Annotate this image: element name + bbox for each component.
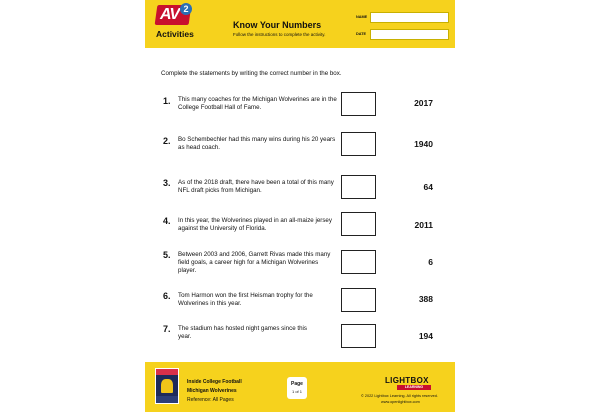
cover-top (156, 369, 178, 375)
answer-option: 388 (418, 294, 433, 304)
question-number: 5. (163, 250, 171, 260)
page-label: Page (291, 381, 303, 387)
question-number: 4. (163, 216, 171, 226)
copyright: © 2022 Lightbox Learning. All rights reserved. (361, 394, 438, 398)
question-text: This many coaches for the Michigan Wolverines are in the College Football Hall of Fame. (178, 96, 337, 111)
question-text: In this year, the Wolverines played in an all-maize jersey against the University of Florida. (178, 217, 332, 232)
page-indicator (287, 377, 307, 399)
answer-option: 2011 (414, 220, 433, 230)
question-number: 2. (163, 136, 171, 146)
website-url: www.openlightbox.com (381, 400, 420, 404)
book-series: Inside College Football (187, 379, 242, 385)
date-field[interactable] (370, 29, 449, 40)
answer-option: 1940 (414, 139, 433, 149)
worksheet-subtitle: Follow the instructions to complete the activity. (233, 32, 326, 37)
answer-box[interactable] (341, 288, 376, 312)
footer-bar (145, 362, 455, 412)
cover-mid (161, 379, 173, 393)
date-label: DATE (356, 32, 367, 36)
question-text: Between 2003 and 2006, Garrett Rivas made this many field goals, a career high for a Michigan Wolverines player. (178, 251, 331, 274)
instructions: Complete the statements by writing the correct number in the box. (161, 70, 342, 77)
name-field[interactable] (370, 12, 449, 23)
question-text: Bo Schembechler had this many wins during his 20 years as head coach. (178, 136, 336, 151)
header-bar (145, 0, 455, 48)
av2-logo (156, 5, 190, 27)
question-text: As of the 2018 draft, there have been a total of this many NFL draft picks from Michigan. (178, 179, 334, 194)
worksheet-page (145, 0, 455, 412)
logo-text: AV (160, 6, 180, 23)
question-text: Tom Harmon won the first Heisman trophy for the Wolverines in this year. (178, 292, 313, 307)
worksheet-title: Know Your Numbers (233, 20, 322, 30)
answer-box[interactable] (341, 175, 376, 199)
answer-option: 64 (423, 182, 433, 192)
lightbox-sub: LEARNING (397, 385, 431, 390)
reference-text: Reference: All Pages (187, 397, 234, 403)
answer-box[interactable] (341, 92, 376, 116)
question-number: 6. (163, 291, 171, 301)
page-number: 1 of 1 (291, 389, 302, 394)
logo-badge: 2 (180, 3, 192, 15)
question-number: 1. (163, 96, 171, 106)
answer-box[interactable] (341, 250, 376, 274)
answer-box[interactable] (341, 212, 376, 236)
book-title: Michigan Wolverines (187, 388, 237, 394)
answer-option: 2017 (414, 98, 433, 108)
question-number: 3. (163, 178, 171, 188)
question-number: 7. (163, 324, 171, 334)
answer-option: 6 (428, 257, 433, 267)
lightbox-logo: LIGHTBOX (385, 376, 429, 385)
name-label: NAME (356, 15, 368, 19)
section-label: Activities (156, 29, 194, 39)
answer-option: 194 (418, 331, 433, 341)
answer-box[interactable] (341, 324, 376, 348)
cover-bot (156, 396, 178, 403)
question-text: The stadium has hosted night games since this year. (178, 325, 307, 340)
book-cover-image (155, 368, 179, 404)
answer-box[interactable] (341, 132, 376, 156)
